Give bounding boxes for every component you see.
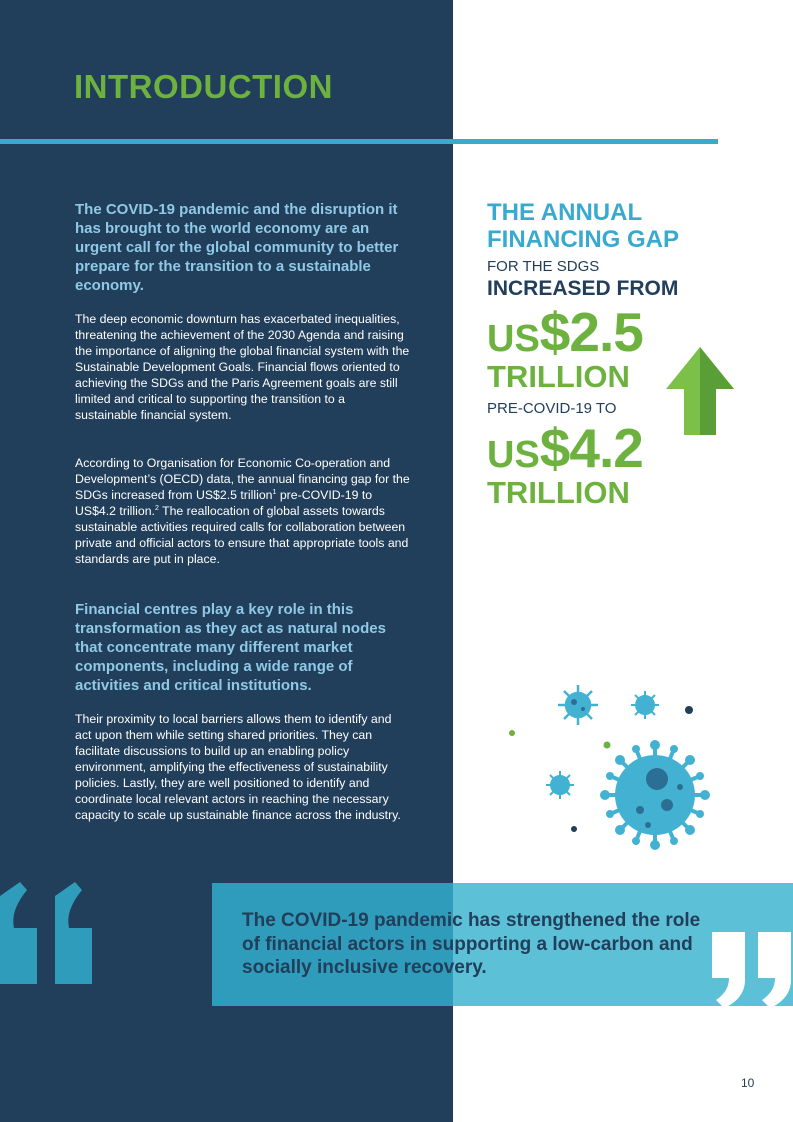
intro-paragraph-3: Their proximity to local barriers allows them to identify and act upon them while setting shared priorities. They can facilitate discussions to build up an enabling policy environment, amplifying the effectiveness of sustainability policies. Lastly, they are well positioned to identify and coordinate local relevant actors in reaching the necessary capacity to scale up sustainable finance across the industry. — [75, 712, 401, 822]
currency-to: US — [487, 434, 540, 476]
stat-amount-to — [487, 417, 643, 483]
paragraph-2-text-c: The reallocation of global assets towards sustainable activities required calls for collaboration between private and official actors to ensure that appropriate tools and standards are put in place. — [75, 504, 409, 566]
virus-small-icon-3 — [546, 771, 574, 799]
virus-illustration-icon — [500, 675, 740, 860]
intro-paragraph-1: The deep economic downturn has exacerbated inequalities, threatening the achievement of the 2030 Agenda and raising the importance of aligning the global financial system with the Sustainable Development Goals. Financial flows oriented to achieving the SDGs and the Paris Agreement goals are still limited and critical to supporting the transition to a sustainable financial system. — [75, 312, 410, 422]
stat-title-line-1: THE ANNUAL — [487, 199, 643, 226]
page-number: 10 — [741, 1076, 755, 1090]
amount-from-value: $2.5 — [539, 301, 643, 363]
intro-paragraph-2 — [75, 455, 410, 567]
virus-small-icon-1 — [558, 685, 598, 725]
footnote-2-marker: 2 — [154, 505, 159, 512]
stat-increased-from: INCREASED FROM — [487, 277, 679, 300]
up-arrow-icon — [666, 347, 734, 435]
footnote-1-marker: 1 — [272, 489, 277, 496]
paragraph-2-text-b: pre-COVID-19 to US$4.2 trillion. — [75, 488, 373, 518]
open-quote-icon — [0, 882, 92, 986]
pull-quote: The COVID-19 pandemic has strengthened the role of financial actors in supporting a low-carbon and socially inclusive recovery. — [242, 910, 701, 978]
intro-lead-2: Financial centres play a key role in this transformation as they act as natural nodes that concentrate many different market components, including a wide range of activities and critical institutions. — [75, 601, 386, 694]
amount-to-value: $4.2 — [539, 417, 643, 479]
stat-amount-from — [487, 301, 643, 367]
close-quote-icon — [712, 932, 793, 1008]
virus-small-icon-2 — [631, 691, 659, 719]
header-rule — [0, 139, 718, 144]
stat-for-sdgs: FOR THE SDGS — [487, 258, 600, 275]
page-heading: INTRODUCTION — [74, 68, 333, 105]
stat-title — [487, 199, 679, 253]
virus-large-icon — [600, 740, 710, 850]
stat-unit-to: TRILLION — [487, 475, 630, 510]
paragraph-2-text-a: According to Organisation for Economic Co-operation and Development’s (OECD) data, the annual financing gap for the SDGs increased from US$2.5 trillion — [75, 456, 410, 502]
stat-title-line-2: FINANCING GAP — [487, 226, 679, 253]
stat-unit-from: TRILLION — [487, 359, 630, 394]
intro-lead: The COVID-19 pandemic and the disruption it has brought to the world economy are an urgent call for the global community to better prepare for the transition to a sustainable economy. — [75, 201, 399, 294]
currency-from: US — [487, 318, 540, 360]
stat-pre-covid: PRE-COVID-19 TO — [487, 400, 617, 417]
